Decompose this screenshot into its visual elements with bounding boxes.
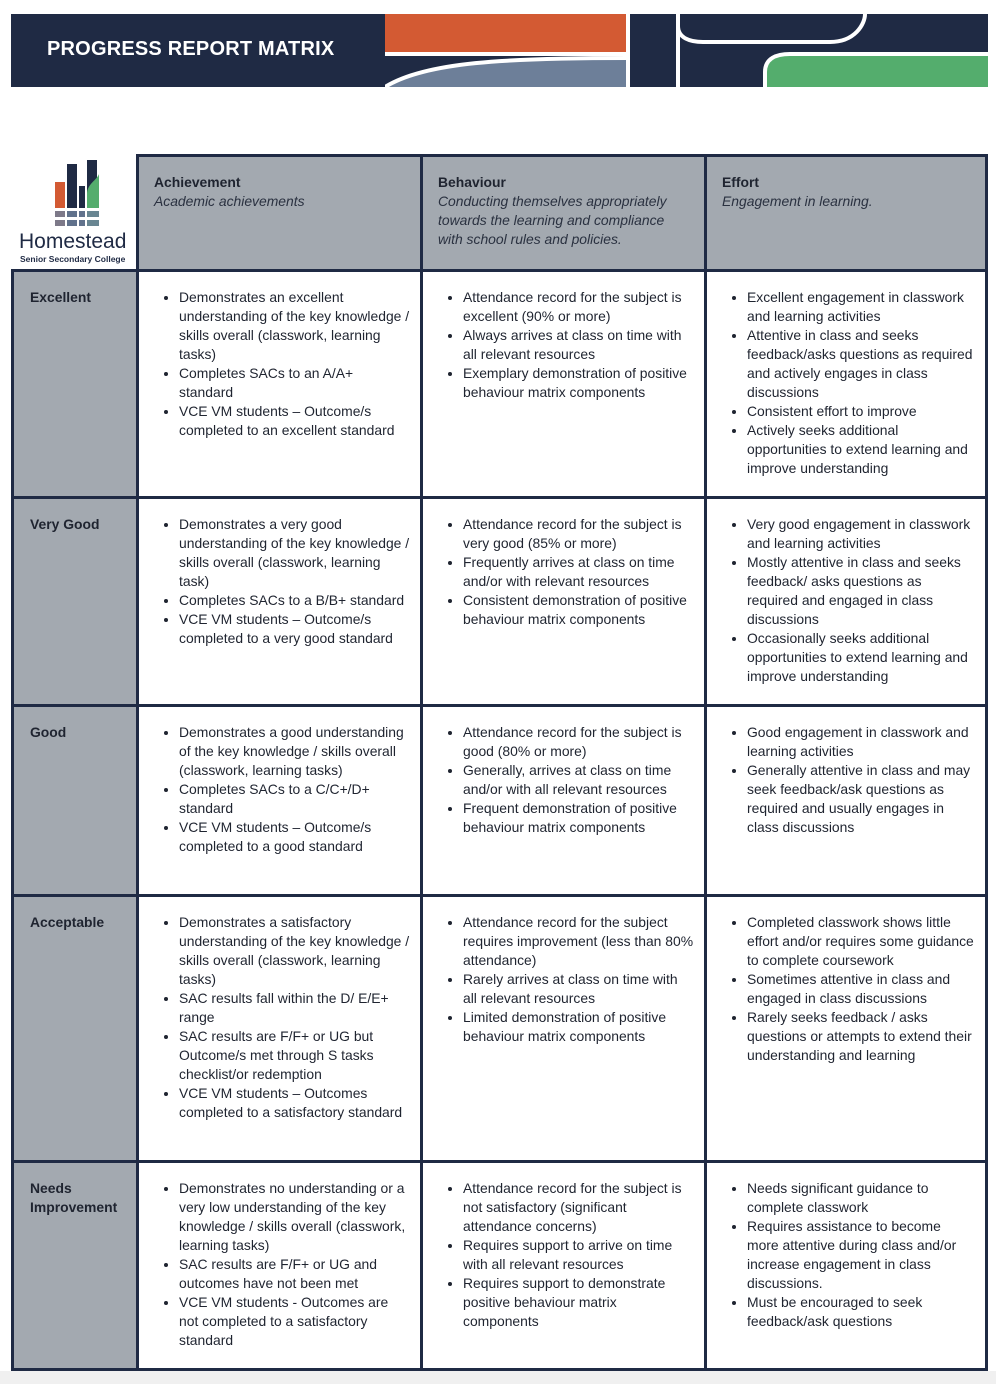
criteria-item: • Sometimes attentive in class and engaged in class discussions (747, 970, 975, 1008)
column-subtitle: Engagement in learning. (722, 193, 873, 209)
criteria-item: • Requires assistance to become more attentive during class and/or increase engagement in class discussions. (747, 1217, 975, 1293)
page-title: PROGRESS REPORT MATRIX (47, 38, 335, 60)
logo-tagline: Senior Secondary College (20, 254, 126, 264)
criteria-list (423, 723, 694, 837)
criteria-list (423, 515, 694, 629)
row-label-excellent: Excellent (11, 269, 136, 496)
criteria-item: • Demonstrates no understanding or a very low understanding of the key knowledge / skills overall (classwork, learning tasks) (179, 1179, 410, 1255)
criteria-list (423, 1179, 694, 1331)
criteria-item: • SAC results are F/F+ or UG but Outcome/s met through S tasks checklist/or redemption (179, 1027, 410, 1084)
school-logo (11, 154, 136, 269)
criteria-item: • VCE VM students – Outcomes completed to a satisfactory standard (179, 1084, 410, 1122)
decorative-banner (385, 14, 988, 87)
criteria-list (423, 288, 694, 402)
matrix-cell (136, 704, 420, 894)
criteria-item: • Limited demonstration of positive behaviour matrix components (463, 1008, 694, 1046)
criteria-item: • Rarely arrives at class on time with all relevant resources (463, 970, 694, 1008)
progress-matrix (11, 154, 988, 1371)
criteria-item: • Demonstrates an excellent understanding of the key knowledge / skills overall (classwork, learning tasks) (179, 288, 410, 364)
criteria-item: • VCE VM students – Outcome/s completed to a very good standard (179, 610, 410, 648)
criteria-list (139, 515, 410, 648)
matrix-cell (420, 1160, 704, 1371)
column-title: Behaviour (438, 174, 506, 190)
criteria-list (707, 288, 975, 478)
criteria-item: • Occasionally seeks additional opportunities to extend learning and improve understanding (747, 629, 975, 686)
matrix-cell (420, 894, 704, 1160)
criteria-item: • Completes SACs to a B/B+ standard (179, 591, 410, 610)
criteria-list (707, 1179, 975, 1331)
page-bottom-edge (0, 1371, 996, 1384)
matrix-cell (420, 496, 704, 704)
criteria-item: • Good engagement in classwork and learning activities (747, 723, 975, 761)
homestead-logo-icon (55, 154, 105, 228)
criteria-item: • Demonstrates a satisfactory understanding of the key knowledge / skills overall (classwork, learning tasks) (179, 913, 410, 989)
criteria-item: • Consistent effort to improve (747, 402, 975, 421)
criteria-list (423, 913, 694, 1046)
column-title: Achievement (154, 174, 241, 190)
matrix-cell (420, 269, 704, 496)
matrix-cell (420, 704, 704, 894)
criteria-item: • Rarely seeks feedback / asks questions or attempts to extend their understanding and learning (747, 1008, 975, 1065)
criteria-item: • Attendance record for the subject is not satisfactory (significant attendance concerns) (463, 1179, 694, 1236)
criteria-item: • Generally attentive in class and may seek feedback/ask questions as required and usually engages in class discussions (747, 761, 975, 837)
criteria-item: • SAC results fall within the D/ E/E+ range (179, 989, 410, 1027)
column-title: Effort (722, 174, 760, 190)
criteria-item: • Generally, arrives at class on time and/or with all relevant resources (463, 761, 694, 799)
criteria-item: • Attentive in class and seeks feedback/asks questions as required and actively engages in class discussions (747, 326, 975, 402)
criteria-item: • Exemplary demonstration of positive behaviour matrix components (463, 364, 694, 402)
column-header-effort (704, 154, 988, 269)
criteria-item: • Completed classwork shows little effort and/or requires some guidance to complete coursework (747, 913, 975, 970)
matrix-cell (704, 704, 988, 894)
matrix-cell (136, 496, 420, 704)
column-subtitle: Academic achievements (154, 193, 305, 209)
criteria-item: • SAC results are F/F+ or UG and outcomes have not been met (179, 1255, 410, 1293)
row-label-very-good: Very Good (11, 496, 136, 704)
matrix-cell (704, 496, 988, 704)
column-header-behaviour (420, 154, 704, 269)
criteria-list (707, 723, 975, 837)
matrix-cell (136, 894, 420, 1160)
criteria-item: • VCE VM students – Outcome/s completed to an excellent standard (179, 402, 410, 440)
criteria-item: • Completes SACs to a C/C+/D+ standard (179, 780, 410, 818)
matrix-cell (704, 1160, 988, 1371)
row-label-acceptable: Acceptable (11, 894, 136, 1160)
matrix-cell (136, 1160, 420, 1371)
page-header (11, 14, 988, 87)
criteria-item: • Demonstrates a good understanding of the key knowledge / skills overall (classwork, learning tasks) (179, 723, 410, 780)
criteria-item: • Frequent demonstration of positive behaviour matrix components (463, 799, 694, 837)
logo-name: Homestead (19, 230, 127, 253)
criteria-list (139, 913, 410, 1122)
criteria-item: • VCE VM students - Outcomes are not completed to a satisfactory standard (179, 1293, 410, 1350)
criteria-list (139, 1179, 410, 1350)
criteria-item: • Attendance record for the subject is good (80% or more) (463, 723, 694, 761)
criteria-item: • Consistent demonstration of positive behaviour matrix components (463, 591, 694, 629)
criteria-list (139, 288, 410, 440)
criteria-item: • Attendance record for the subject is excellent (90% or more) (463, 288, 694, 326)
criteria-list (139, 723, 410, 856)
column-subtitle: Conducting themselves appropriately towards the learning and compliance with school rules and policies. (438, 193, 667, 247)
criteria-item: • Always arrives at class on time with all relevant resources (463, 326, 694, 364)
criteria-item: • Very good engagement in classwork and learning activities (747, 515, 975, 553)
criteria-item: • Mostly attentive in class and seeks feedback/ asks questions as required and engaged in class discussions (747, 553, 975, 629)
criteria-item: • Completes SACs to an A/A+ standard (179, 364, 410, 402)
criteria-item: • Demonstrates a very good understanding of the key knowledge / skills overall (classwork, learning task) (179, 515, 410, 591)
matrix-cell (704, 269, 988, 496)
column-header-achievement (136, 154, 420, 269)
matrix-cell (704, 894, 988, 1160)
criteria-list (707, 913, 975, 1065)
criteria-item: • Excellent engagement in classwork and learning activities (747, 288, 975, 326)
matrix-cell (136, 269, 420, 496)
criteria-list (707, 515, 975, 686)
criteria-item: • Attendance record for the subject requires improvement (less than 80% attendance) (463, 913, 694, 970)
criteria-item: • Requires support to demonstrate positive behaviour matrix components (463, 1274, 694, 1331)
criteria-item: • Actively seeks additional opportunities to extend learning and improve understanding (747, 421, 975, 478)
criteria-item: • Needs significant guidance to complete classwork (747, 1179, 975, 1217)
criteria-item: • Requires support to arrive on time with all relevant resources (463, 1236, 694, 1274)
row-label-good: Good (11, 704, 136, 894)
criteria-item: • Must be encouraged to seek feedback/ask questions (747, 1293, 975, 1331)
criteria-item: • VCE VM students – Outcome/s completed to a good standard (179, 818, 410, 856)
criteria-item: • Attendance record for the subject is very good (85% or more) (463, 515, 694, 553)
criteria-item: • Frequently arrives at class on time and/or with relevant resources (463, 553, 694, 591)
row-label-needs-improvement: Needs Improvement (11, 1160, 136, 1371)
